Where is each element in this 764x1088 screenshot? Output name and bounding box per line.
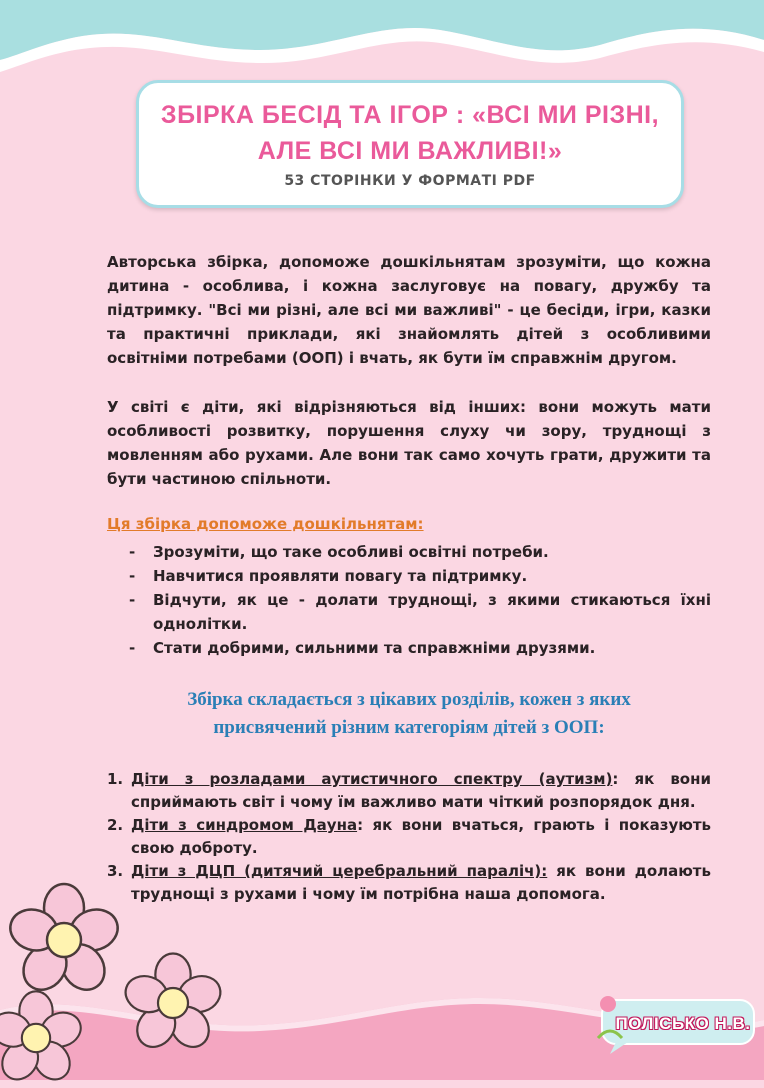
list-item-text: Відчути, як це - долати труднощі, з якими стикаються їхні однолітки. <box>153 591 711 633</box>
dash-bullet: - <box>129 639 136 657</box>
dash-bullet: - <box>129 567 136 585</box>
section-text: : як вони сприймають світ і чому їм важливо мати чіткий розпорядок дня. <box>131 770 711 811</box>
intro-paragraph-2: У світі є діти, які відрізняються від інших: вони можуть мати особливості розвитку, порушення слуху чи зору, труднощі з мовленням або рухами. Але вони так само хочуть грати, дружити та бути частиною спільноти. <box>107 398 711 488</box>
list-item <box>107 860 711 906</box>
item-number: 2. <box>107 816 124 834</box>
sections-heading <box>107 686 711 742</box>
flower-icon <box>4 880 124 1000</box>
dash-bullet: - <box>129 543 136 561</box>
list-item <box>107 540 711 564</box>
list-item <box>107 636 711 660</box>
top-wave-decoration <box>0 0 764 90</box>
intro-paragraph-1: Авторська збірка, допоможе дошкільнятам зрозуміти, що кожна дитина - особлива, і кожна заслуговує на повагу, дружбу та підтримку. "Всі ми різні, але всі ми важливі" - це бесіди, ігри, казки та практичні приклади, які знайомлять дітей з особливими освітніми потребами (ООП) і вчать, як бути їм справжнім другом. <box>107 253 711 367</box>
title-line-2: АЛЕ ВСІ МИ ВАЖЛИВІ!» <box>257 137 563 165</box>
author-badge: ПОЛІСЬКО Н.В. <box>615 1014 751 1033</box>
benefits-list <box>107 540 711 660</box>
title-card <box>136 80 684 208</box>
section-title: Діти з розладами аутистичного спектру (аутизм) <box>131 770 613 788</box>
list-item-text: Зрозуміти, що таке особливі освітні потреби. <box>153 543 549 561</box>
dash-bullet: - <box>129 591 136 609</box>
list-item <box>107 588 711 636</box>
list-item <box>107 768 711 814</box>
sections-heading-line-1: Збірка складається з цікавих розділів, кожен з яких <box>187 689 631 710</box>
section-title: Діти з ДЦП (дитячий церебральний параліч): <box>131 862 548 880</box>
page-subtitle: 53 СТОРІНКИ У ФОРМАТІ PDF <box>284 173 536 189</box>
item-number: 3. <box>107 862 124 880</box>
list-item <box>107 564 711 588</box>
item-number: 1. <box>107 770 124 788</box>
list-item-text: Стати добрими, сильними та справжніми друзями. <box>153 639 596 657</box>
list-item-text: Навчитися проявляти повагу та підтримку. <box>153 567 528 585</box>
sections-list <box>107 768 711 906</box>
flower-icon <box>0 988 86 1088</box>
sections-heading-line-2: присвячений різним категоріям дітей з ООП: <box>213 717 605 738</box>
page-title <box>151 97 669 169</box>
benefits-heading: Ця збірка допоможе дошкільнятам: <box>107 515 424 533</box>
section-title: Діти з синдромом Дауна <box>131 816 358 834</box>
section-text: як вони долають труднощі з рухами і чому їм потрібна наша допомога. <box>131 862 711 903</box>
section-text: : як вони вчаться, грають і показують свою доброту. <box>131 816 711 857</box>
flower-icon <box>120 950 226 1056</box>
title-line-1: ЗБІРКА БЕСІД ТА ІГОР : «ВСІ МИ РІЗНІ, <box>160 101 660 129</box>
list-item <box>107 814 711 860</box>
